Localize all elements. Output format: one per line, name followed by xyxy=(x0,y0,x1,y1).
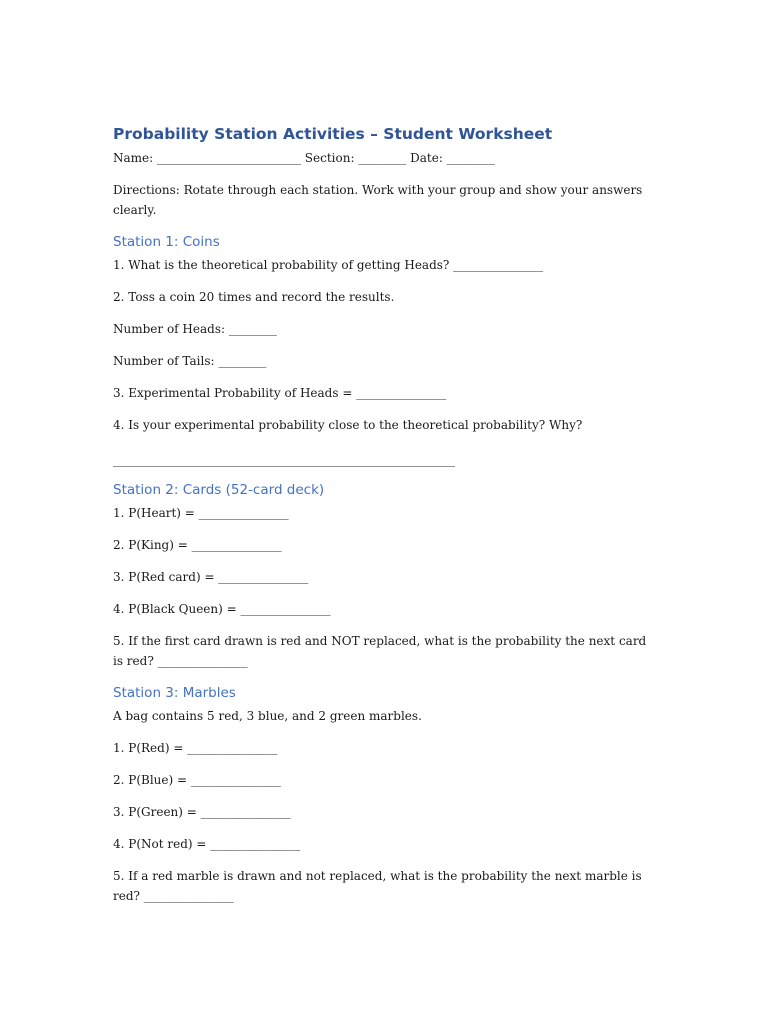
station-1-heading: Station 1: Coins xyxy=(113,234,220,250)
station-2-question-4: 4. P(Black Queen) = _______________ xyxy=(113,602,331,616)
station-3-question-4: 4. P(Not red) = _______________ xyxy=(113,837,301,851)
student-info-line: Name: ________________________ Section: ________ Date: ________ xyxy=(113,151,495,165)
station-3-heading: Station 3: Marbles xyxy=(113,685,236,701)
station-2-question-1: 1. P(Heart) = _______________ xyxy=(113,506,289,520)
station-1-question-4: 4. Is your experimental probability close to the theoretical probability? Why? xyxy=(113,418,583,432)
station-2-question-5: 5. If the first card drawn is red and NOT replaced, what is the probability the next card is red? _______________ xyxy=(113,634,647,668)
station-3-question-2: 2. P(Blue) = _______________ xyxy=(113,773,281,787)
station-1-tails-count: Number of Tails: ________ xyxy=(113,354,267,368)
station-1-question-1: 1. What is the theoretical probability of getting Heads? _______________ xyxy=(113,258,544,272)
station-1-heads-count: Number of Heads: ________ xyxy=(113,322,277,336)
station-3-intro: A bag contains 5 red, 3 blue, and 2 green marbles. xyxy=(113,709,422,723)
station-1-answer-line: _________________________________________________________ xyxy=(113,453,455,467)
station-3-question-1: 1. P(Red) = _______________ xyxy=(113,741,278,755)
station-2-question-3: 3. P(Red card) = _______________ xyxy=(113,570,309,584)
station-1-question-3: 3. Experimental Probability of Heads = _______________ xyxy=(113,386,447,400)
station-2-heading: Station 2: Cards (52-card deck) xyxy=(113,482,325,498)
page-title: Probability Station Activities – Student Worksheet xyxy=(113,125,553,143)
station-2-question-2: 2. P(King) = _______________ xyxy=(113,538,282,552)
station-3-question-3: 3. P(Green) = _______________ xyxy=(113,805,291,819)
directions-text: Directions: Rotate through each station. Work with your group and show your answers clearly. xyxy=(113,183,643,217)
station-1-question-2: 2. Toss a coin 20 times and record the results. xyxy=(113,290,395,304)
station-3-question-5: 5. If a red marble is drawn and not replaced, what is the probability the next marble is red? _______________ xyxy=(113,869,642,903)
